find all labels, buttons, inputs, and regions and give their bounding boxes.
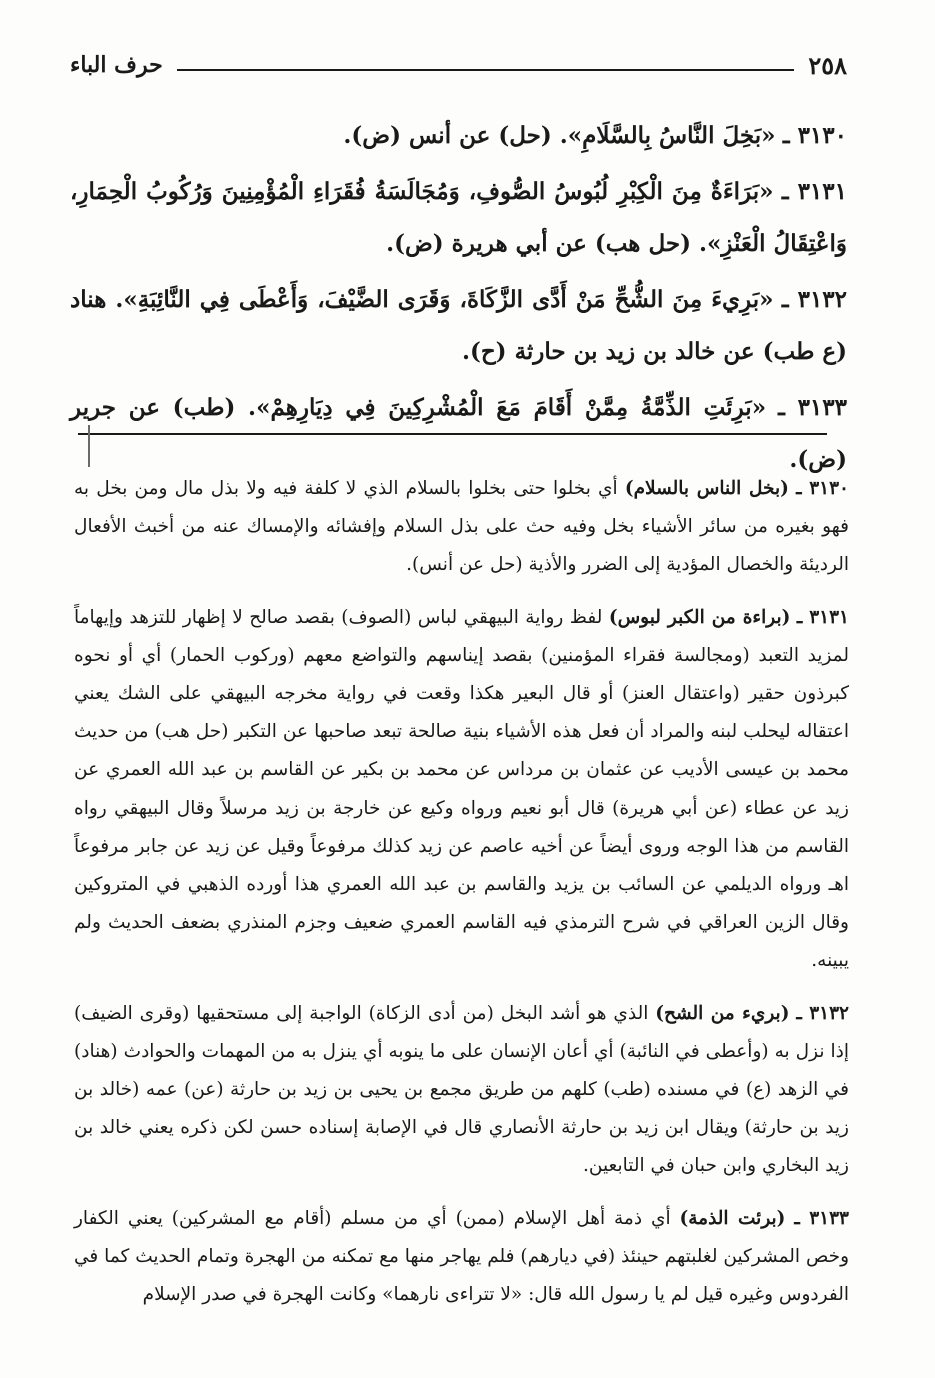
commentary-3132: [74, 995, 849, 1200]
commentary-lemma: (براءة من الكبر لبوس): [608, 606, 791, 628]
commentary-number: ٣١٣٠ ـ: [796, 478, 849, 499]
commentary-lemma: (بخل الناس بالسلام): [624, 478, 789, 499]
commentary-number: ٣١٣٣ ـ: [794, 1207, 849, 1229]
footnote-divider: [78, 433, 827, 435]
hadith-text: «بَرِئَتِ الذِّمَّةُ مِمَّنْ أَقَامَ مَعَ الْمُشْرِكِينَ فِي دِيَارِهِمْ». (طب) عن جرير (ض).: [70, 394, 847, 473]
hadith-text: «بَخِلَ النَّاسُ بِالسَّلَامِ». (حل) عن أنس (ض).: [343, 122, 776, 149]
divider-tick-mark: [88, 425, 90, 467]
hadith-text: «بَرِيءَ مِنَ الشُّحِّ مَنْ أَدَّى الزَّكَاةَ، وَقَرَى الضَّيْفَ، وَأَعْطَى فِي النَّائِبَةِ». هناد (ع طب) عن خالد بن زيد بن حارثة (ح).: [70, 286, 847, 365]
commentary-number: ٣١٣١ ـ: [796, 606, 849, 628]
header-rule: [177, 69, 795, 71]
hadith-number: ٣١٣١ ـ: [781, 178, 847, 205]
hadith-3131: [70, 166, 847, 270]
commentary-text: أي ذمة أهل الإسلام (ممن) أي من مسلم (أقام مع المشركين) يعني الكفار وخص المشركين لغلبتهم حينئذ (في ديارهم) فلم يهاجر منها مع تمكنه من الهجرة وتمام الحديث كما في الفردوس وغيره قيل لم يا رسول الله قال: «لا تتراءى نارهما» وكانت الهجرة في صدر الإسلام: [74, 1207, 849, 1306]
commentary-lemma: (بريء من الشح): [655, 1002, 790, 1024]
commentary-text: أي بخلوا حتى بخلوا بالسلام الذي لا كلفة فيه ولا بذل مال ومن بخل به فهو بغيره من سائر الأشياء بخل وفيه حث على بذل السلام وإفشائه والإمساك عنه من أخبث الأفعال الرديئة والخصال المؤدية إلى الضرر والأذية (حل عن أنس).: [74, 478, 849, 576]
page-header: [70, 48, 847, 82]
hadith-number: ٣١٣٢ ـ: [781, 286, 848, 313]
commentary-3131: [74, 599, 849, 995]
commentary-3133: [74, 1200, 849, 1329]
commentary-text: لفظ رواية البيهقي لباس (الصوف) بقصد صالح لا إظهار للتزهد وإيهاماً لمزيد التعبد (ومجالسة فقراء المؤمنين) بقصد إيناسهم والتواضع معهم (وركوب الحمار) أي أو نحوه كبرذون حقير (واعتقال العنز) أو قال البعير هكذا وقعت في رواية مخرجه البيهقي على الشك يعني اعتقاله ليحلب لبنه والمراد أن فعل هذه الأشياء بنية صالحة تبعد صاحبها عن التكبر (حل هب) من حديث محمد بن عيسى الأديب عن عثمان بن مرداس عن محمد بن بكير عن القاسم بن عبد الله العمري عن زيد عن عطاء (عن أبي هريرة) قال أبو نعيم ورواه وكيع عن خارجة بن زيد مرسلاً وقال البيهقي رواه القاسم من هذا الوجه وروى أيضاً عن أخيه عاصم عن زيد كذلك مرفوعاً وقيل عن زيد عن جابر مرفوعاً اهـ ورواه الديلمي عن السائب بن يزيد والقاسم بن عبد الله العمري هذا أورده الذهبي في المتروكين وقال الزين العراقي في شرح الترمذي فيه القاسم العمري ضعيف وجزم المنذري بضعف الحديث ولم يبينه.: [74, 606, 849, 972]
commentary-section: [74, 470, 849, 1328]
commentary-number: ٣١٣٢ ـ: [796, 1002, 849, 1024]
hadith-number: ٣١٣٣ ـ: [778, 394, 847, 421]
commentary-lemma: (برئت الذمة): [679, 1207, 786, 1229]
hadith-text: «بَرَاءَةٌ مِنَ الْكِبْرِ لُبُوسُ الصُّوفِ، وَمُجَالَسَةُ فُقَرَاءِ الْمُؤْمِنِينَ وَرُكُوبُ الْحِمَارِ، وَاعْتِقَالُ الْعَنْزِ». (حل هب) عن أبي هريرة (ض).: [70, 178, 847, 257]
hadith-3130: [70, 110, 847, 162]
page-number: ٢٥٨: [808, 50, 847, 80]
hadith-number: ٣١٣٠ ـ: [782, 122, 847, 149]
hadith-3132: [70, 274, 847, 378]
chapter-title: حرف الباء: [70, 52, 163, 78]
commentary-text: الذي هو أشد البخل (من أدى الزكاة) الواجبة إلى مستحقيها (وقرى الضيف) إذا نزل به (وأعطى في النائبة) أي أعان الإنسان على ما ينوبه أي ينزل به من المهمات والحوادث (هناد) في الزهد (ع) في مسنده (طب) كلهم من طريق مجمع بن يحيى بن زيد بن حارثة (عن) عمه (خالد بن زيد بن حارثة) ويقال ابن زيد بن حارثة الأنصاري قال في الإصابة إسناده حسن لكن ذكره يعني خالد بن زيد البخاري وابن حبان في التابعين.: [74, 1002, 849, 1177]
commentary-3130: [74, 470, 849, 599]
